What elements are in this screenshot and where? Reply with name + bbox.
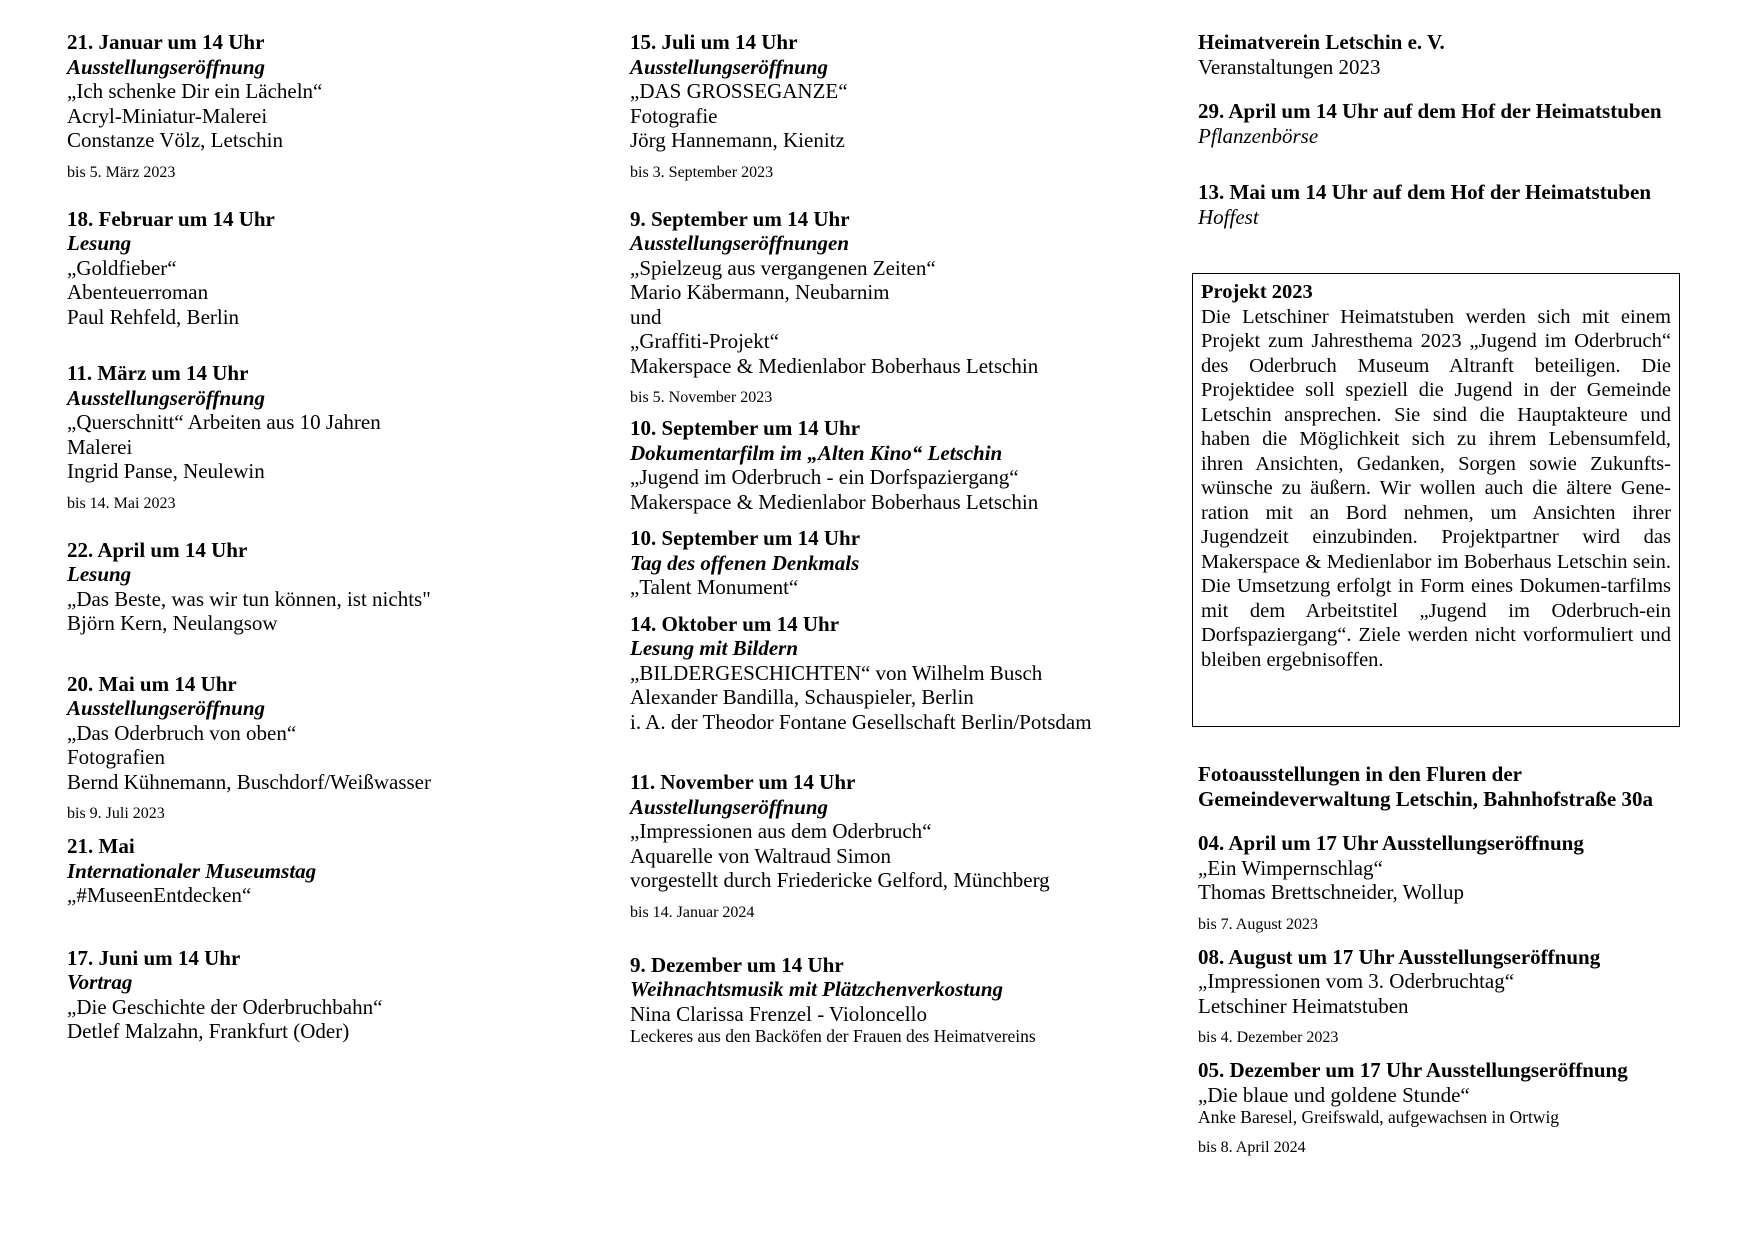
event-type: Ausstellungseröffnung <box>630 54 829 79</box>
event-until: bis 3. September 2023 <box>630 163 774 181</box>
event-until: bis 7. August 2023 <box>1198 915 1319 933</box>
event-line: Aquarelle von Waltraud Simon <box>630 843 891 868</box>
event-line: und <box>630 304 662 329</box>
event-line: „Goldfieber“ <box>67 255 177 280</box>
event-title: 08. August um 17 Uhr Ausstellungseröffnung <box>1198 944 1601 969</box>
event-type: Ausstellungseröffnung <box>67 54 266 79</box>
event-title: 13. Mai um 14 Uhr auf dem Hof der Heimatstuben <box>1198 180 1652 204</box>
event-line: „Talent Monument“ <box>630 575 799 599</box>
event-line: „Die Geschichte der Oderbruchbahn“ <box>67 994 383 1019</box>
event-title: 05. Dezember um 17 Uhr Ausstellungseröffnung <box>1198 1058 1628 1082</box>
event-type: Vortrag <box>67 970 133 994</box>
event-line: Makerspace & Medienlabor Boberhaus Letschin <box>630 489 1039 514</box>
event-line: Constanze Völz, Letschin <box>67 128 283 152</box>
event-sep10-film <box>630 416 1150 514</box>
event-line: Ingrid Panse, Neulewin <box>67 459 265 483</box>
event-type: Dokumentarfilm im „Alten Kino“ Letschin <box>630 440 1003 465</box>
event-type: Lesung mit Bildern <box>630 636 799 660</box>
event-line: „#MuseenEntdecken“ <box>67 883 252 907</box>
event-jul15 <box>630 30 1150 183</box>
event-line: Anke Baresel, Greifswald, aufgewachsen in Ortwig <box>1198 1107 1560 1127</box>
event-title: 17. Juni um 14 Uhr <box>67 945 241 970</box>
event-note: Leckeres aus den Backöfen der Frauen des Heimatvereins <box>630 1026 1036 1046</box>
project-title: Projekt 2023 <box>1201 281 1313 303</box>
event-may13 <box>1198 180 1718 229</box>
event-type: Weihnachtsmusik mit Plätzchenverkostung <box>630 977 1004 1001</box>
photo-event-apr04 <box>1198 831 1718 935</box>
event-line: Nina Clarissa Frenzel - Violoncello <box>630 1001 927 1026</box>
photo-exhibitions <box>1198 762 1718 1158</box>
event-feb18 <box>67 207 587 330</box>
event-sep9 <box>630 207 1150 409</box>
event-line: Jörg Hannemann, Kienitz <box>630 128 845 152</box>
event-line: Bernd Kühnemann, Buschdorf/Weißwasser <box>67 769 431 794</box>
event-mar11 <box>67 361 587 514</box>
project-box <box>1192 273 1680 727</box>
photo-heading-line-2: Gemeindeverwaltung Letschin, Bahnhofstraße 30a <box>1198 786 1654 811</box>
event-line: Abenteuerroman <box>67 280 209 304</box>
event-line: i. A. der Theodor Fontane Gesellschaft Berlin/Potsdam <box>630 709 1092 734</box>
event-line: „Impressionen vom 3. Oderbruchtag“ <box>1198 969 1515 993</box>
event-line: Acryl-Miniatur-Malerei <box>67 103 268 128</box>
event-jan21 <box>67 30 587 183</box>
event-title: 11. November um 14 Uhr <box>630 770 856 794</box>
event-until: bis 14. Mai 2023 <box>67 494 176 512</box>
event-until: bis 5. März 2023 <box>67 163 176 181</box>
event-title: 18. Februar um 14 Uhr <box>67 206 275 231</box>
event-line: „Ein Wimpernschlag“ <box>1198 855 1383 880</box>
column-2 <box>630 30 1150 1047</box>
event-until: bis 5. November 2023 <box>630 389 773 406</box>
column-1 <box>67 30 587 1044</box>
event-type: Pflanzenbörse <box>1198 123 1319 148</box>
event-line: „Ich schenke Dir ein Lächeln“ <box>67 79 323 103</box>
event-dec9 <box>630 953 1150 1048</box>
event-line: Fotografien <box>67 745 165 769</box>
event-line: „Jugend im Oderbruch - ein Dorfspaziergang“ <box>630 465 1019 489</box>
event-line: „Impressionen aus dem Oderbruch“ <box>630 819 932 843</box>
column-3 <box>1198 30 1718 229</box>
event-may21 <box>67 834 587 908</box>
event-title: 9. September um 14 Uhr <box>630 206 850 231</box>
event-line: „Das Beste, was wir tun können, ist nichts" <box>67 586 431 611</box>
event-line: Björn Kern, Neulangsow <box>67 611 278 635</box>
event-line: „BILDERGESCHICHTEN“ von Wilhelm Busch <box>630 660 1043 685</box>
photo-heading <box>1198 762 1718 811</box>
event-may20 <box>67 672 587 825</box>
event-title: 10. September um 14 Uhr <box>630 526 861 550</box>
event-line: Paul Rehfeld, Berlin <box>67 304 240 329</box>
event-apr29 <box>1198 99 1718 148</box>
event-line: „Querschnitt“ Arbeiten aus 10 Jahren <box>67 410 381 434</box>
event-line: Malerei <box>67 434 133 459</box>
event-title: 22. April um 14 Uhr <box>67 537 248 562</box>
event-nov11 <box>630 770 1150 923</box>
event-type: Ausstellungseröffnung <box>67 385 266 410</box>
event-type: Ausstellungseröffnungen <box>630 231 850 255</box>
event-title: 21. Mai <box>67 834 135 858</box>
event-until: bis 8. April 2024 <box>1198 1139 1306 1156</box>
org-header <box>1198 30 1718 79</box>
event-jun17 <box>67 946 587 1044</box>
event-type: Internationaler Museumstag <box>67 858 317 883</box>
event-title: 11. März um 14 Uhr <box>67 361 249 385</box>
photo-event-dec05 <box>1198 1058 1718 1158</box>
event-sep10-denkmal <box>630 526 1150 600</box>
event-line: Thomas Brettschneider, Wollup <box>1198 880 1464 904</box>
event-until: bis 14. Januar 2024 <box>630 903 755 921</box>
event-line: Letschiner Heimatstuben <box>1198 993 1409 1018</box>
event-line: Mario Käbermann, Neubarnim <box>630 280 890 304</box>
event-line: „Die blaue und goldene Stunde“ <box>1198 1082 1470 1107</box>
event-type: Ausstellungseröffnung <box>67 696 266 720</box>
event-title: 14. Oktober um 14 Uhr <box>630 611 840 636</box>
event-type: Tag des offenen Denkmals <box>630 550 860 575</box>
photo-heading-line-1: Fotoausstellungen in den Fluren der <box>1198 762 1522 786</box>
event-until: bis 9. Juli 2023 <box>67 805 165 822</box>
event-title: 10. September um 14 Uhr <box>630 416 861 440</box>
photo-event-aug08 <box>1198 945 1718 1049</box>
event-line: „Das Oderbruch von oben“ <box>67 720 297 745</box>
event-type: Hoffest <box>1198 204 1259 229</box>
event-line: „DAS GROSSEGANZE“ <box>630 79 848 103</box>
event-type: Lesung <box>67 231 132 255</box>
project-text: Die Letschiner Heimatstuben werden sich mit einem Projekt zum Jahresthema 2023 „Jugend im Oderbruch“ des Oderbruch Museum Altranft beteiligen. Die Projektidee soll speziell die Jugend in der Gemeinde Letschin ansprechen. Sie sind die Hauptakteure und haben die Möglichkeit sich zu ihrem Lebensumfeld, ihren Ansichten, Gedanken, Sorgen sowie Zukunfts-wünsche zu äußern. Wir wollen auch die ältere Gene-ration mit an Bord nehmen, um Ansichten ihrer Jugendzeit einzubinden. Projektpartner wird das Makerspace & Medienlabor im Boberhaus Letschin sein. Die Umsetzung erfolgt in Form eines Dokumen-tarfilms mit dem Arbeitstitel „Jugend im Oderbruch-ein Dorfspaziergang“. Ziele werden nicht vorformuliert und bleiben ergebnisoffen. <box>1201 305 1671 671</box>
event-type: Ausstellungseröffnung <box>630 794 829 819</box>
event-line: Alexander Bandilla, Schauspieler, Berlin <box>630 685 974 709</box>
event-oct14 <box>630 612 1150 735</box>
org-name: Heimatverein Letschin e. V. <box>1198 30 1445 54</box>
event-title: 29. April um 14 Uhr auf dem Hof der Heimatstuben <box>1198 99 1662 123</box>
event-title: 9. Dezember um 14 Uhr <box>630 952 844 977</box>
event-line: Detlef Malzahn, Frankfurt (Oder) <box>67 1019 350 1043</box>
event-apr22 <box>67 538 587 636</box>
event-title: 21. Januar um 14 Uhr <box>67 30 265 54</box>
event-line: vorgestellt durch Friedericke Gelford, Münchberg <box>630 868 1050 892</box>
org-subtitle: Veranstaltungen 2023 <box>1198 54 1381 79</box>
event-title: 15. Juli um 14 Uhr <box>630 30 798 54</box>
event-line: Fotografie <box>630 103 718 128</box>
event-line: „Graffiti-Projekt“ <box>630 329 779 353</box>
event-until: bis 4. Dezember 2023 <box>1198 1029 1339 1046</box>
event-title: 20. Mai um 14 Uhr <box>67 671 237 696</box>
event-type: Lesung <box>67 562 132 586</box>
event-line: „Spielzeug aus vergangenen Zeiten“ <box>630 255 936 280</box>
event-title: 04. April um 17 Uhr Ausstellungseröffnung <box>1198 831 1584 855</box>
event-line: Makerspace & Medienlabor Boberhaus Letschin <box>630 353 1039 378</box>
